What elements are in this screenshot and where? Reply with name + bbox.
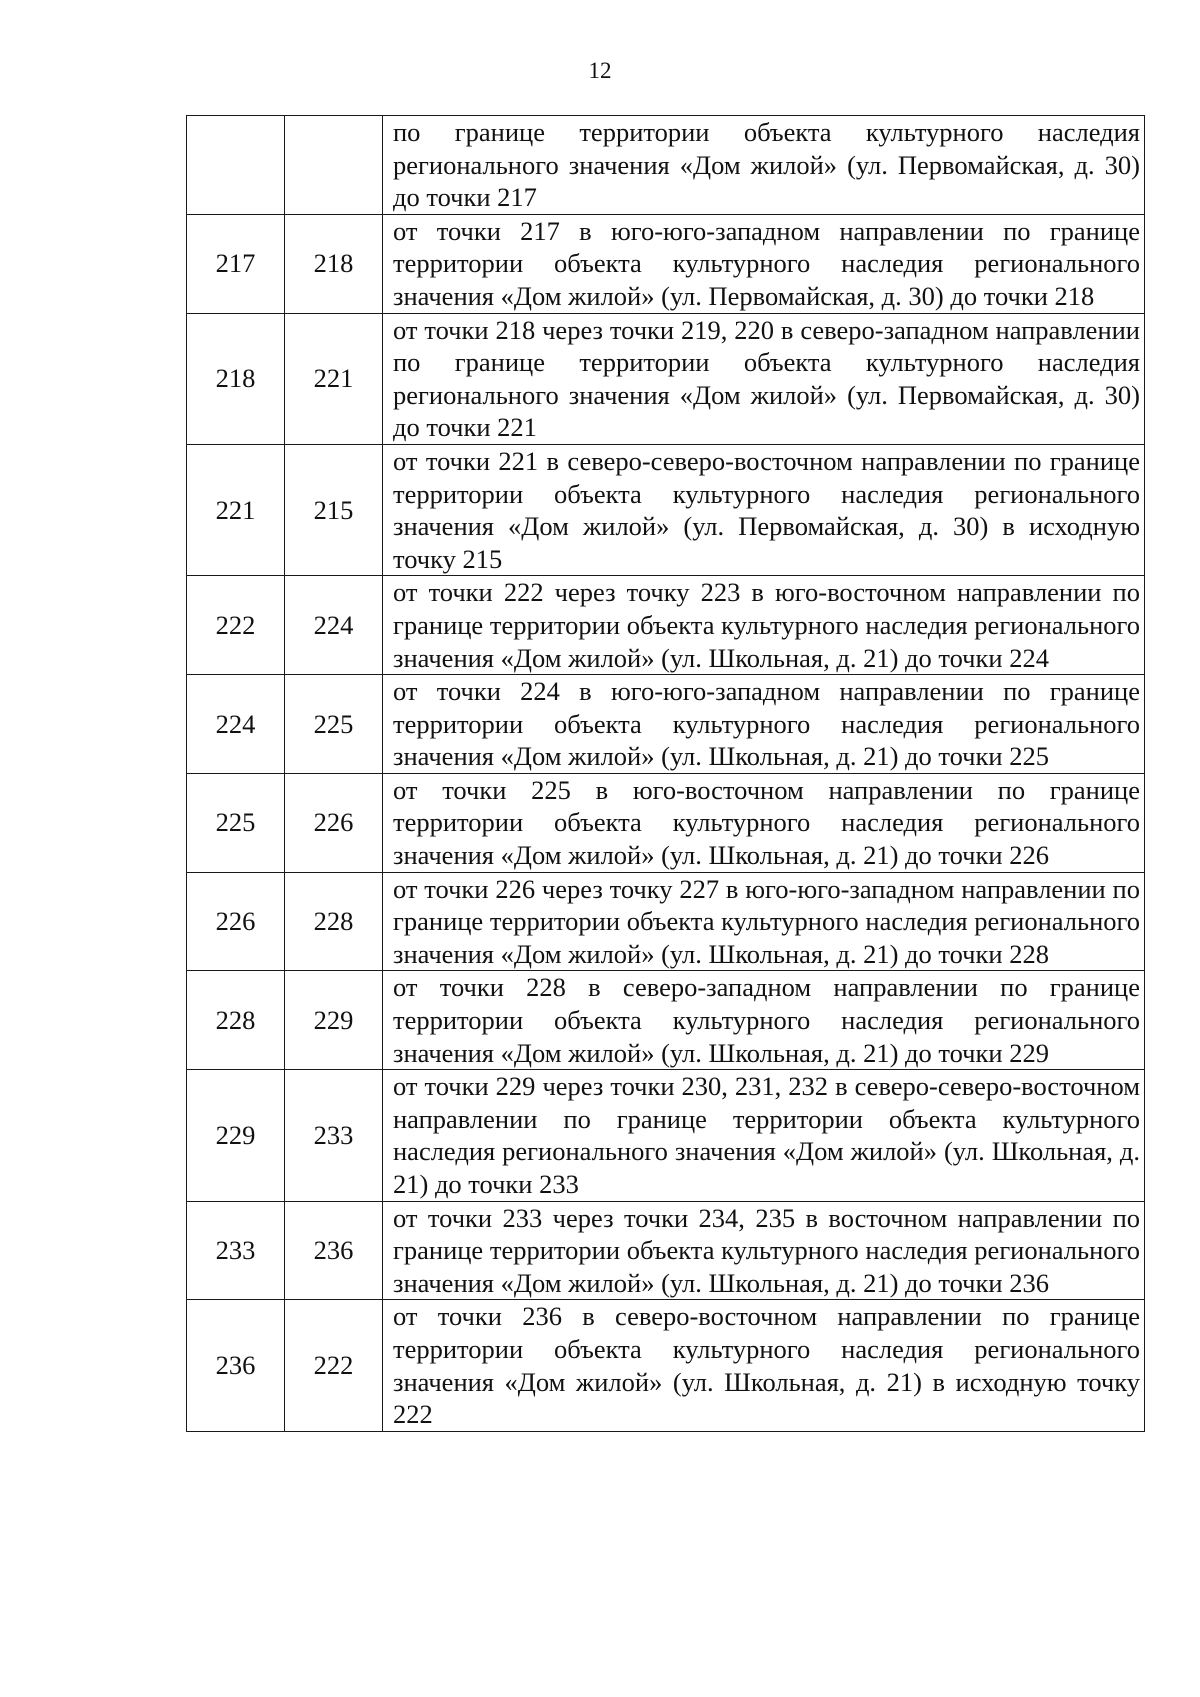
cell-to-point — [285, 116, 383, 215]
cell-from-point: 217 — [187, 214, 285, 313]
cell-to-point: 228 — [285, 872, 383, 971]
table-row — [187, 1201, 1145, 1300]
cell-description: по границе территории объекта культурного наследия регионального значения «Дом жилой» (ул. Первомайская, д. 30) до точки 217 — [383, 116, 1145, 215]
cell-from-point: 218 — [187, 313, 285, 444]
cell-to-point: 229 — [285, 971, 383, 1070]
cell-description: от точки 233 через точки 234, 235 в восточном направлении по границе территории объекта культурного наследия регионального значения «Дом жилой» (ул. Школьная, д. 21) до точки 236 — [383, 1201, 1145, 1300]
cell-description: от точки 222 через точку 223 в юго-восточном направлении по границе территории объекта культурного наследия регионального значения «Дом жилой» (ул. Школьная, д. 21) до точки 224 — [383, 576, 1145, 675]
table-row — [187, 872, 1145, 971]
cell-description: от точки 224 в юго-юго-западном направлении по границе территории объекта культурного наследия регионального значения «Дом жилой» (ул. Школьная, д. 21) до точки 225 — [383, 675, 1145, 774]
table-row — [187, 1300, 1145, 1431]
table-row — [187, 313, 1145, 444]
cell-to-point: 233 — [285, 1070, 383, 1201]
table-row — [187, 971, 1145, 1070]
cell-from-point — [187, 116, 285, 215]
page-number: 12 — [588, 58, 612, 83]
cell-to-point: 225 — [285, 675, 383, 774]
cell-to-point: 222 — [285, 1300, 383, 1431]
cell-from-point: 224 — [187, 675, 285, 774]
cell-description: от точки 221 в северо-северо-восточном направлении по границе территории объекта культурного наследия регионального значения «Дом жилой» (ул. Первомайская, д. 30) в исходную точку 215 — [383, 444, 1145, 575]
cell-to-point: 221 — [285, 313, 383, 444]
table-row — [187, 675, 1145, 774]
cell-from-point: 226 — [187, 872, 285, 971]
cell-from-point: 228 — [187, 971, 285, 1070]
cell-to-point: 215 — [285, 444, 383, 575]
cell-to-point: 218 — [285, 214, 383, 313]
cell-description: от точки 228 в северо-западном направлении по границе территории объекта культурного наследия регионального значения «Дом жилой» (ул. Школьная, д. 21) до точки 229 — [383, 971, 1145, 1070]
cell-description: от точки 217 в юго-юго-западном направлении по границе территории объекта культурного наследия регионального значения «Дом жилой» (ул. Первомайская, д. 30) до точки 218 — [383, 214, 1145, 313]
cell-description: от точки 218 через точки 219, 220 в северо-западном направлении по границе территории объекта культурного наследия регионального значения «Дом жилой» (ул. Первомайская, д. 30) до точки 221 — [383, 313, 1145, 444]
cell-description: от точки 236 в северо-восточном направлении по границе территории объекта культурного наследия регионального значения «Дом жилой» (ул. Школьная, д. 21) в исходную точку 222 — [383, 1300, 1145, 1431]
table-row — [187, 214, 1145, 313]
cell-to-point: 236 — [285, 1201, 383, 1300]
boundary-description-table — [186, 115, 1145, 1432]
table-row — [187, 576, 1145, 675]
cell-description: от точки 225 в юго-восточном направлении по границе территории объекта культурного наследия регионального значения «Дом жилой» (ул. Школьная, д. 21) до точки 226 — [383, 773, 1145, 872]
cell-to-point: 224 — [285, 576, 383, 675]
table-row — [187, 444, 1145, 575]
cell-description: от точки 229 через точки 230, 231, 232 в северо-северо-восточном направлении по границе территории объекта культурного наследия регионального значения «Дом жилой» (ул. Школьная, д. 21) до точки 233 — [383, 1070, 1145, 1201]
table-row — [187, 1070, 1145, 1201]
cell-from-point: 233 — [187, 1201, 285, 1300]
table-row — [187, 116, 1145, 215]
cell-from-point: 236 — [187, 1300, 285, 1431]
cell-to-point: 226 — [285, 773, 383, 872]
cell-from-point: 222 — [187, 576, 285, 675]
cell-description: от точки 226 через точку 227 в юго-юго-западном направлении по границе территории объекта культурного наследия регионального значения «Дом жилой» (ул. Школьная, д. 21) до точки 228 — [383, 872, 1145, 971]
cell-from-point: 221 — [187, 444, 285, 575]
cell-from-point: 225 — [187, 773, 285, 872]
cell-from-point: 229 — [187, 1070, 285, 1201]
table-row — [187, 773, 1145, 872]
